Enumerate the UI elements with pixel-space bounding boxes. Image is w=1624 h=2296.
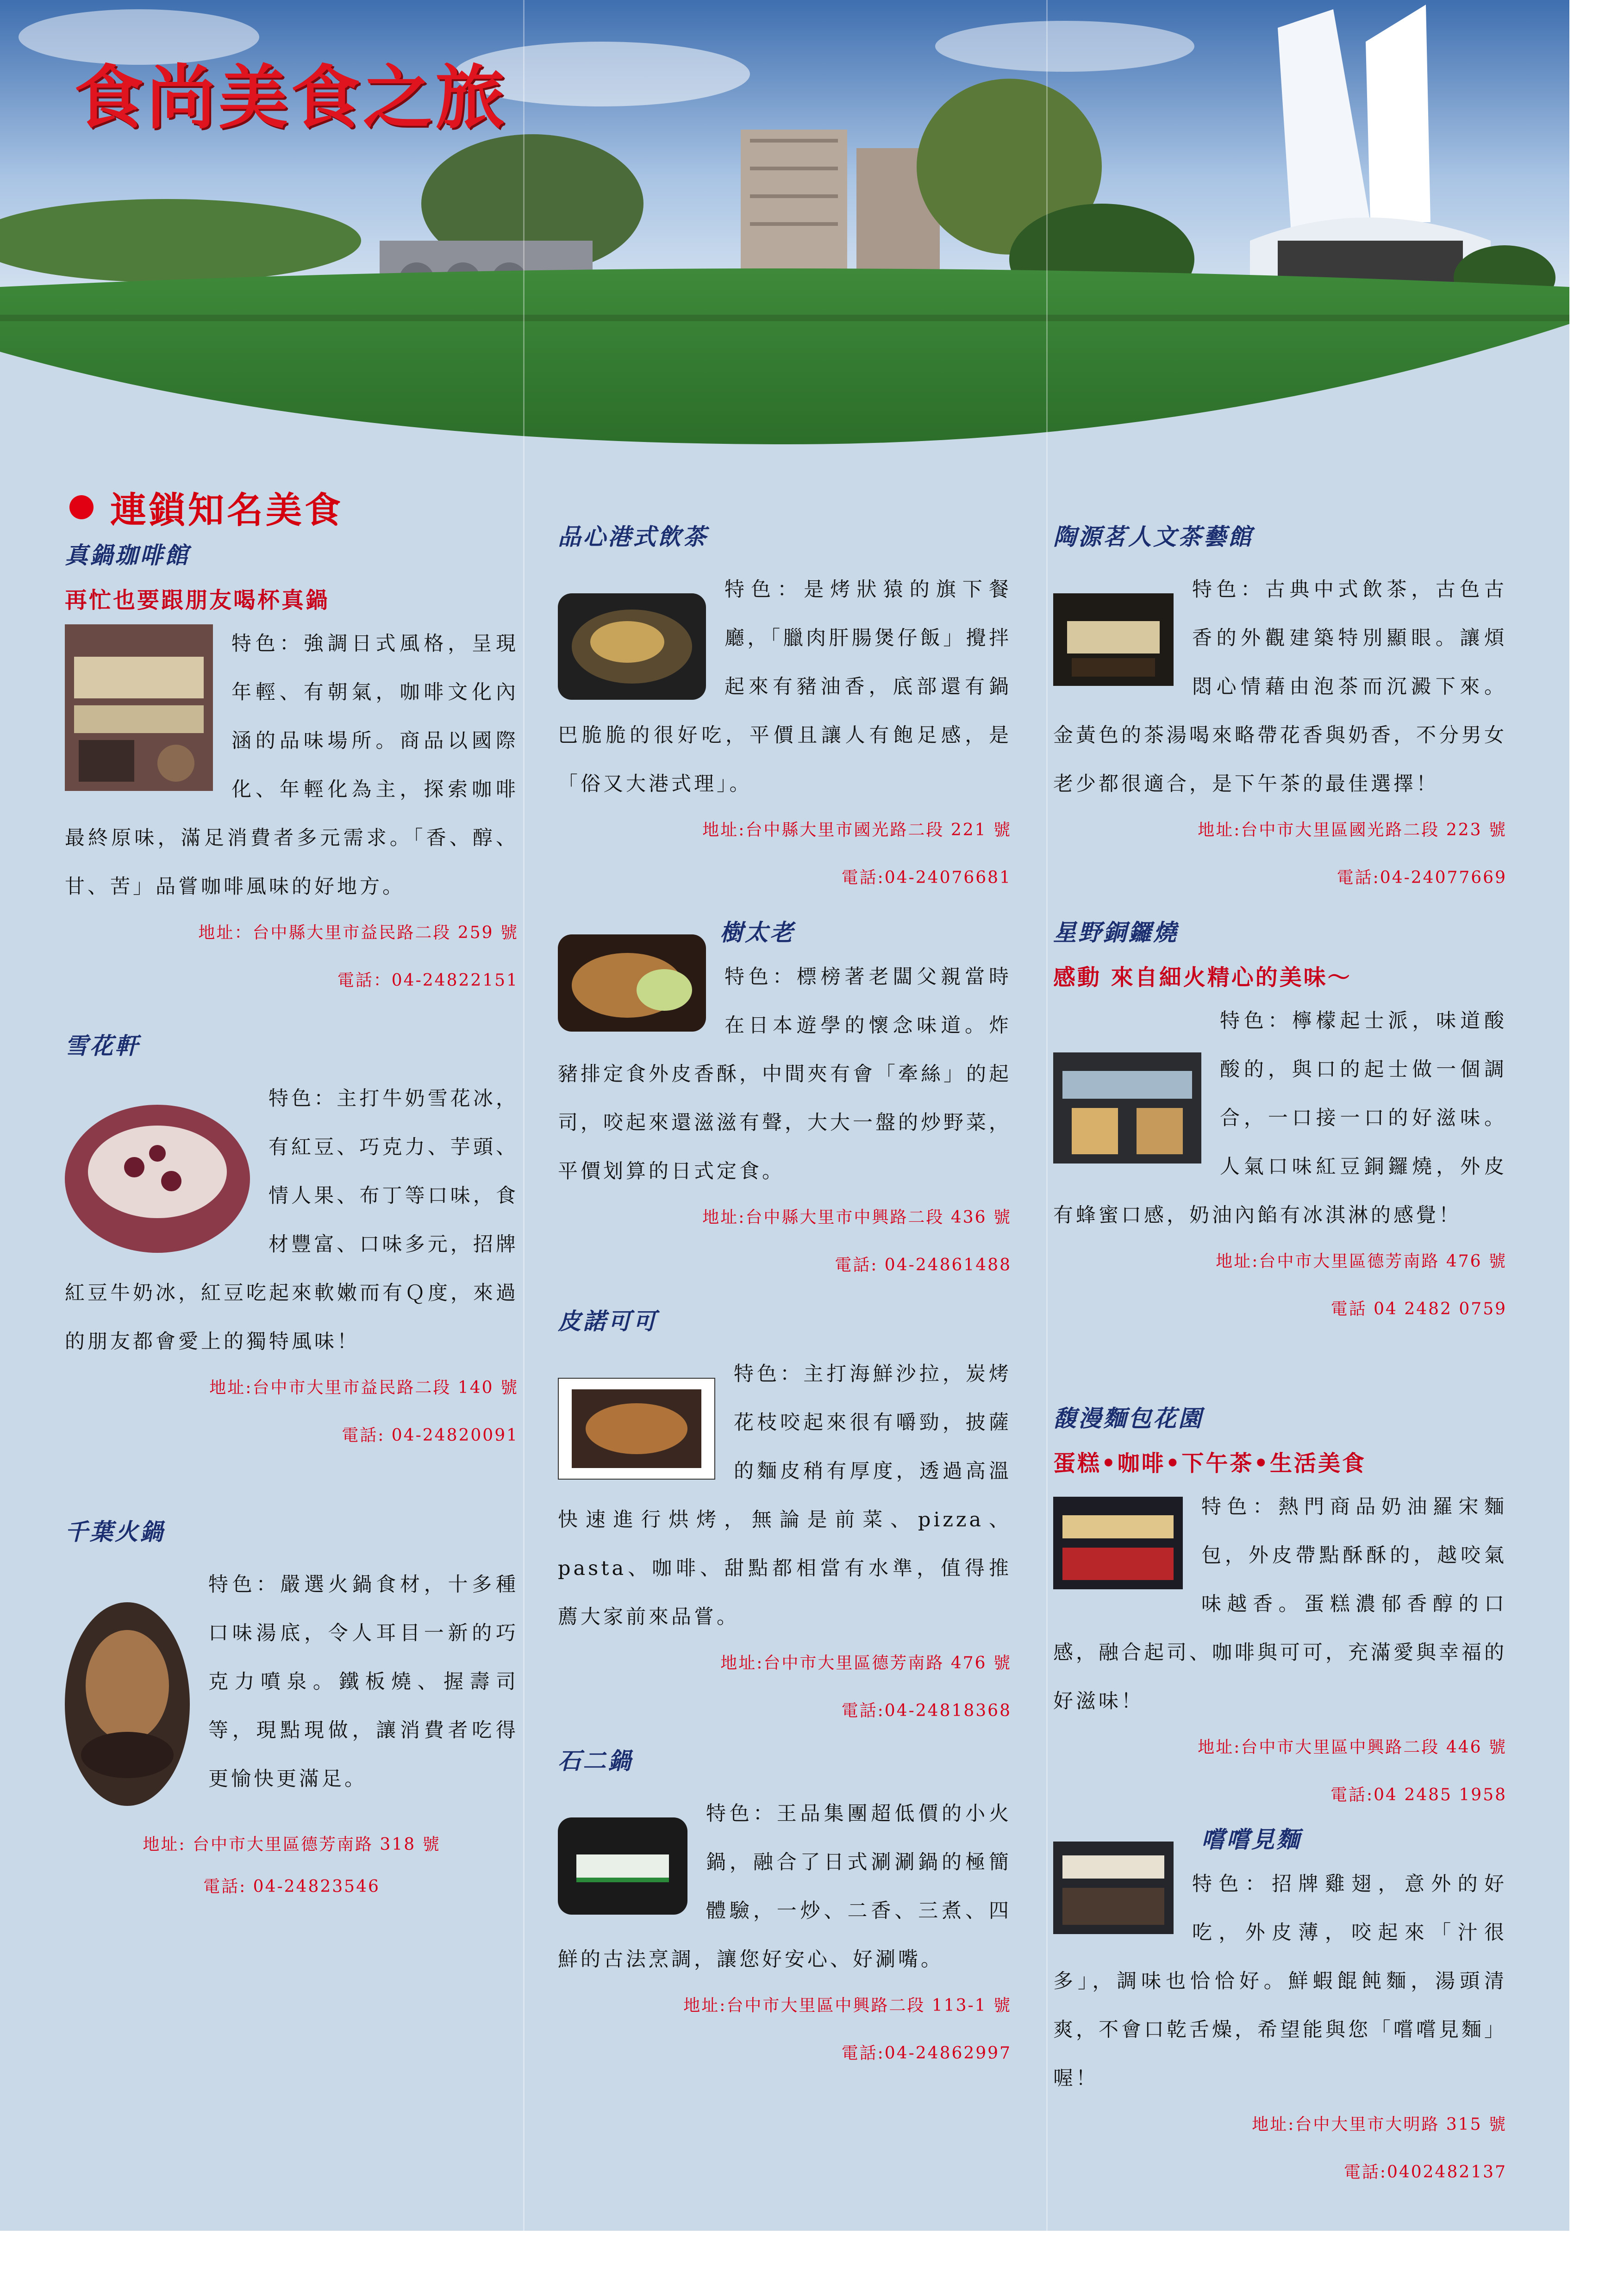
restaurant-card (558, 1742, 1012, 2064)
restaurant-address: 地址: 台中市大里區德芳南路 318 號 (143, 1835, 441, 1854)
restaurant-phone: 電話 04 2482 0759 (1330, 1300, 1507, 1319)
restaurant-card (65, 537, 518, 991)
noodle-shop-photo (1053, 1842, 1174, 1934)
restaurant-address: 地址:台中市大里區中興路二段 446 號 (1198, 1738, 1507, 1757)
page-title: 食尚美食之旅 (74, 58, 508, 138)
restaurant-name: 嚐嚐見麵 (1201, 1826, 1301, 1853)
restaurant-description (1053, 1860, 1507, 2103)
restaurant-description (558, 1350, 1012, 1642)
hotpot-shop-photo (558, 1817, 687, 1915)
restaurant-name: 星野銅鑼燒 (1053, 919, 1178, 946)
restaurant-phone: 電話：04-24822151 (337, 971, 518, 990)
restaurant-card (1053, 518, 1507, 888)
bakery-photo (1053, 1497, 1183, 1589)
restaurant-phone: 電話:04 2485 1958 (1330, 1786, 1507, 1804)
restaurant-card (65, 1027, 518, 1446)
restaurant-address: 地址:台中市大里區德芳南路 476 號 (720, 1654, 1012, 1673)
description-text: 特色：嚴選火鍋食材，十多種口味湯底，令人耳目一新的巧克力噴泉。鐵板燒、握壽司等，現點現做，讓消費者吃得更愉快更滿足。 (208, 1573, 518, 1791)
restaurant-card (65, 1513, 518, 1897)
description-text: 特色：強調日式風格，呈現年輕、有朝氣，咖啡文化內涵的品味場所。商品以國際化、年輕化為主，探索咖啡最終原味，滿足消費者多元需求。「香、醇、甘、苦」品嘗咖啡風味的好地方。 (65, 632, 518, 898)
restaurant-description (558, 1790, 1012, 1984)
description-text: 特色：王品集團超低價的小火鍋，融合了日式涮涮鍋的極簡體驗，一炒、二香、三煮、四鮮的古法烹調，讓您好安心、好涮嘴。 (558, 1802, 1012, 1971)
restaurant-slogan: 再忙也要跟朋友喝杯真鍋 (65, 587, 330, 613)
restaurant-name: 品心港式飲茶 (558, 523, 708, 550)
restaurant-phone: 電話:04-24077669 (1337, 868, 1507, 887)
restaurant-description (65, 1075, 518, 1366)
section-heading (69, 481, 344, 533)
restaurant-description (65, 1561, 518, 1804)
restaurant-description (1053, 566, 1507, 809)
restaurant-phone: 電話:0402482137 (1343, 2163, 1507, 2182)
description-text: 特色：熱門商品奶油羅宋麵包，外皮帶點酥酥的，越咬氣味越香。蛋糕濃郁香醇的口感，融合起司、咖啡與可可，充滿愛與幸福的好滋味！ (1053, 1495, 1507, 1713)
restaurant-description (1053, 1483, 1507, 1726)
restaurant-card (1053, 914, 1507, 1319)
restaurant-description (558, 953, 1012, 1196)
restaurant-phone: 電話:04-24818368 (841, 1701, 1012, 1720)
restaurant-name: 馥漫麵包花園 (1053, 1405, 1203, 1432)
restaurant-slogan: 感動 來自細火精心的美味～ (1053, 964, 1352, 990)
dorayaki-shop-photo (1053, 1052, 1201, 1164)
description-text: 特色：是烤狀猿的旗下餐廳，「臘肉肝腸煲仔飯」攪拌起來有豬油香，底部還有鍋巴脆脆的很好吃，平價且讓人有飽足感，是「俗又大港式理」。 (558, 578, 1012, 796)
restaurant-name: 樹太老 (720, 919, 795, 946)
description-text: 特色：招牌雞翅，意外的好吃，外皮薄，咬起來「汁很多」，調味也恰恰好。鮮蝦餛飩麵，湯頭清爽，不會口乾舌燥，希望能與您「嚐嚐見麵」喔！ (1053, 1873, 1507, 2090)
restaurant-name: 石二鍋 (558, 1748, 633, 1774)
pork-cutlet-photo (558, 934, 706, 1032)
hotpot-photo (65, 1602, 190, 1806)
restaurant-card (558, 914, 1012, 1276)
shaved-ice-photo (65, 1102, 250, 1255)
restaurant-name: 陶源茗人文茶藝館 (1053, 523, 1253, 550)
restaurant-address: 地址：台中縣大里市益民路二段 259 號 (198, 923, 518, 942)
description-text: 特色：檸檬起士派，味道酸酸的，與口的起士做一個調合，一口接一口的好滋味。人氣口味紅豆銅鑼燒，外皮有蜂蜜口感，奶油內餡有冰淇淋的感覺！ (1053, 1009, 1507, 1227)
restaurant-slogan: 蛋糕•咖啡•下午茶•生活美食 (1053, 1450, 1367, 1476)
restaurant-description (558, 566, 1012, 809)
restaurant-address: 地址:台中市大里區中興路二段 113-1 號 (683, 1996, 1012, 2015)
restaurant-phone: 電話:04-24862997 (841, 2044, 1012, 2063)
restaurant-card (558, 1303, 1012, 1721)
restaurant-address: 地址:台中市大里市益民路二段 140 號 (209, 1378, 518, 1397)
description-text: 特色：主打海鮮沙拉，炭烤花枝咬起來很有嚼勁，披薩的麵皮稍有厚度，透過高溫快速進行烘烤，無論是前菜、pizza、pasta、咖啡、甜點都相當有水準，值得推薦大家前來品嘗。 (558, 1363, 1012, 1629)
restaurant-card (1053, 1821, 1507, 2183)
fold-line (523, 0, 525, 2231)
banner (0, 0, 1569, 458)
description-text: 特色：古典中式飲茶，古色古香的外觀建築特別顯眼。讓煩悶心情藉由泡茶而沉澱下來。金黃色的茶湯喝來略帶花香與奶香，不分男女老少都很適合，是下午茶的最佳選擇！ (1053, 578, 1507, 796)
fold-line (1046, 0, 1048, 2231)
restaurant-name: 皮諾可可 (558, 1308, 658, 1335)
restaurant-phone: 電話: 04-24823546 (203, 1877, 380, 1896)
restaurant-card (558, 518, 1012, 888)
restaurant-name: 雪花軒 (65, 1033, 140, 1059)
restaurant-address: 地址:台中縣大里市國光路二段 221 號 (702, 821, 1012, 840)
restaurant-address: 地址:台中縣大里市中興路二段 436 號 (702, 1208, 1012, 1227)
restaurant-phone: 電話: 04-24820091 (342, 1426, 518, 1445)
description-text: 特色：主打牛奶雪花冰，有紅豆、巧克力、芋頭、情人果、布丁等口味，食材豐富、口味多元，招牌紅豆牛奶冰，紅豆吃起來軟嫩而有Ｑ度，來過的朋友都會愛上的獨特風味！ (65, 1087, 518, 1353)
restaurant-card (1053, 1400, 1507, 1805)
section-title: 連鎖知名美食 (110, 490, 344, 531)
dim-sum-photo (558, 593, 706, 700)
restaurant-description (65, 620, 518, 911)
seafood-dish-photo (558, 1378, 715, 1480)
restaurant-phone: 電話: 04-24861488 (835, 1256, 1012, 1275)
restaurant-description (1053, 997, 1507, 1240)
restaurant-address: 地址:台中市大里區德芳南路 476 號 (1216, 1252, 1507, 1271)
restaurant-address: 地址:台中大里市大明路 315 號 (1252, 2115, 1507, 2134)
description-text: 特色：標榜著老闆父親當時在日本遊學的懷念味道。炸豬排定食外皮香酥，中間夾有會「牽絲」的起司，咬起來還滋滋有聲，大大一盤的炒野菜，平價划算的日式定食。 (558, 965, 1012, 1183)
teahouse-photo (1053, 593, 1174, 686)
restaurant-name: 真鍋珈啡館 (65, 542, 190, 569)
bullet-icon (69, 495, 94, 519)
restaurant-phone: 電話:04-24076681 (841, 868, 1012, 887)
restaurant-name: 千葉火鍋 (65, 1518, 165, 1545)
restaurant-address: 地址:台中市大里區國光路二段 223 號 (1198, 821, 1507, 840)
cafe-photo (65, 624, 213, 791)
